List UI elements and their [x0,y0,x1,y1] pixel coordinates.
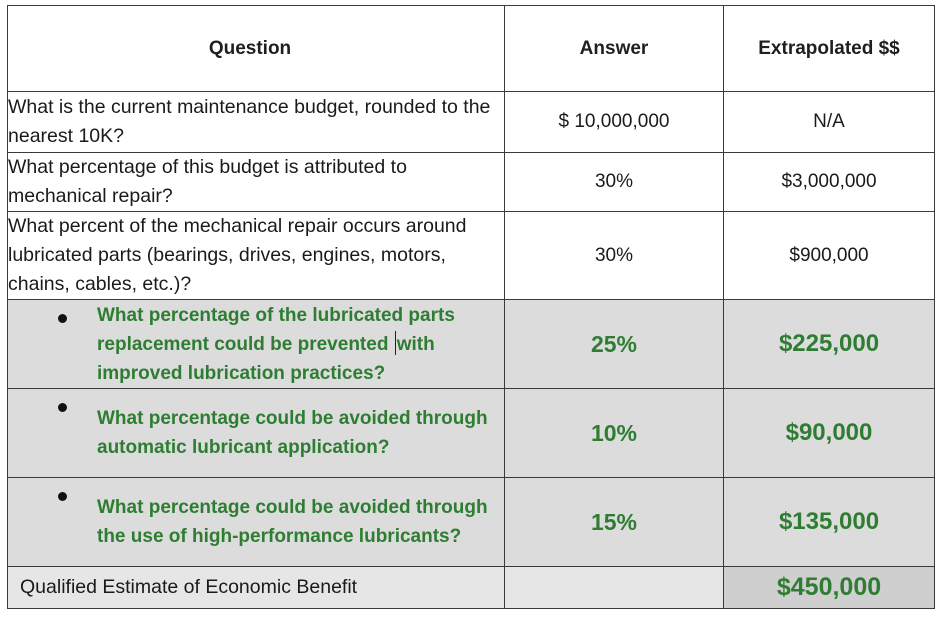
sub-question-cell [8,478,505,567]
answer-cell: 30% [505,153,724,212]
extrapolated-cell: $3,000,000 [724,153,935,212]
bullet-icon [58,492,67,501]
answer-cell: 25% [505,300,724,389]
question-cell: What is the current maintenance budget, rounded to the nearest 10K? [8,92,505,153]
sub-question-row [8,300,935,389]
extrapolated-cell: $225,000 [724,300,935,389]
header-extrapolated: Extrapolated $$ [724,6,935,92]
sub-question-cell [8,389,505,478]
question-cell: What percentage of this budget is attributed to mechanical repair? [8,153,505,212]
extrapolated-cell: $135,000 [724,478,935,567]
sub-question-row [8,478,935,567]
extrapolated-cell: $90,000 [724,389,935,478]
question-cell: What percent of the mechanical repair occurs around lubricated parts (bearings, drives, engines, motors, chains, cables, etc.)? [8,212,505,300]
sub-question-text-part2: with improved lubrication practices? [97,333,435,384]
bullet-icon [58,403,67,412]
extrapolated-cell: N/A [724,92,935,153]
total-value: $450,000 [724,567,935,609]
answer-cell: $ 10,000,000 [505,92,724,153]
sub-question-text: What percentage could be avoided through automatic lubricant application? [97,408,488,458]
table-row [8,92,935,153]
extrapolated-cell: $900,000 [724,212,935,300]
answer-cell: 30% [505,212,724,300]
table-row [8,153,935,212]
bullet-icon [58,314,67,323]
total-row [8,567,935,609]
sub-question-text: What percentage could be avoided through the use of high-performance lubricants? [97,497,488,547]
header-question: Question [8,6,505,92]
text-cursor-icon [395,331,396,355]
total-label: Qualified Estimate of Economic Benefit [8,567,505,609]
answer-cell: 10% [505,389,724,478]
total-answer-cell [505,567,724,609]
sub-question-row [8,389,935,478]
sub-question-cell [8,300,505,389]
table-row [8,212,935,300]
header-answer: Answer [505,6,724,92]
header-row [8,6,935,92]
sub-question-text-part1: What percentage of the lubricated parts replacement could be prevented [97,304,455,355]
economic-benefit-table [7,5,935,609]
answer-cell: 15% [505,478,724,567]
